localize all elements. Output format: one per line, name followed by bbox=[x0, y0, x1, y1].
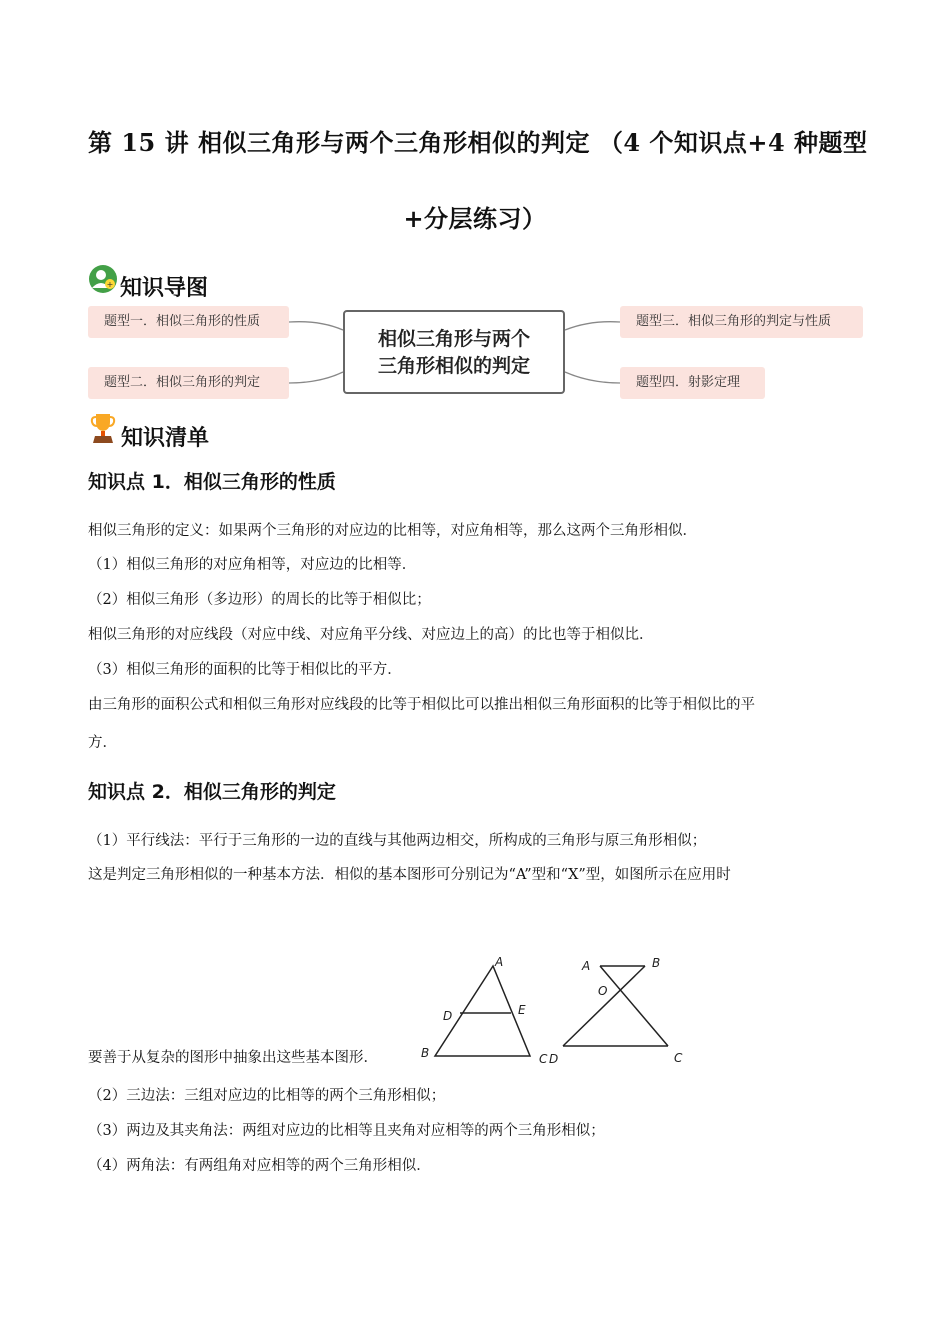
a-type-label: A bbox=[495, 955, 504, 969]
kp1-line: 由三角形的面积公式和相似三角形对应线段的比等于相似比可以推出相似三角形面积的比等于相似比的平 bbox=[88, 697, 755, 713]
mindmap-center-line1: 相似三角形与两个 bbox=[377, 328, 530, 350]
mindmap-node-type1: 题型一．相似三角形的性质 bbox=[88, 306, 289, 338]
kp2-line: 要善于从复杂的图形中抽象出这些基本图形． bbox=[88, 1050, 378, 1066]
x-type-label: O bbox=[598, 984, 608, 998]
document-title-line2: +分层练习） bbox=[403, 204, 547, 233]
similar-triangles-figure bbox=[415, 950, 700, 1070]
mindmap-node-type4: 题型四．射影定理 bbox=[620, 367, 765, 399]
kp1-line: 相似三角形的定义：如果两个三角形的对应边的比相等，对应角相等，那么这两个三角形相似． bbox=[88, 523, 697, 539]
a-type-label: D bbox=[443, 1009, 453, 1023]
trophy-icon bbox=[90, 412, 116, 448]
kp2-line: （4）两角法：有两组角对应相等的两个三角形相似． bbox=[88, 1158, 431, 1174]
document-title-line1: 第 15 讲 相似三角形与两个三角形相似的判定 （4 个知识点+4 种题型 bbox=[88, 128, 868, 157]
x-type-label: D bbox=[549, 1052, 559, 1066]
kp2-line: （1）平行线法：平行于三角形的一边的直线与其他两边相交，所构成的三角形与原三角形相似； bbox=[88, 833, 707, 849]
a-type-label: E bbox=[518, 1003, 526, 1017]
kp1-line: （2）相似三角形（多边形）的周长的比等于相似比； bbox=[88, 592, 431, 608]
mindmap-center-node bbox=[343, 310, 565, 394]
a-type-label: B bbox=[421, 1046, 430, 1060]
kp1-line: 相似三角形的对应线段（对应中线、对应角平分线、对应边上的高）的比也等于相似比． bbox=[88, 627, 654, 643]
mindmap-node-type2: 题型二．相似三角形的判定 bbox=[88, 367, 289, 399]
mindmap-center-line2: 三角形相似的判定 bbox=[377, 355, 530, 377]
kp1-line: 方． bbox=[88, 735, 117, 751]
kp1-line: （1）相似三角形的对应角相等，对应边的比相等． bbox=[88, 557, 417, 573]
kp1-line: （3）相似三角形的面积的比等于相似比的平方． bbox=[88, 662, 402, 678]
knowledge-list-heading: 知识清单 bbox=[121, 426, 210, 451]
kp2-line: （2）三边法：三组对应边的比相等的两个三角形相似； bbox=[88, 1088, 446, 1104]
x-type-label: A bbox=[582, 959, 591, 973]
x-type-label: C bbox=[674, 1051, 683, 1065]
mindmap-heading: 知识导图 bbox=[120, 276, 209, 301]
kp2-line: （3）两边及其夹角法：两组对应边的比相等且夹角对应相等的两个三角形相似； bbox=[88, 1123, 605, 1139]
mindmap-node-type3: 题型三．相似三角形的判定与性质 bbox=[620, 306, 863, 338]
kp2-title: 知识点 2．相似三角形的判定 bbox=[88, 781, 336, 803]
x-type-figure bbox=[563, 966, 668, 1046]
svg-text:+: + bbox=[106, 280, 114, 289]
kp2-line: 这是判定三角形相似的一种基本方法．相似的基本图形可分别记为“A”型和“X”型，如图所示在应用时 bbox=[88, 867, 731, 883]
x-type-label: B bbox=[652, 956, 661, 970]
kp1-title: 知识点 1．相似三角形的性质 bbox=[88, 471, 336, 493]
a-type-label: C bbox=[539, 1052, 548, 1066]
